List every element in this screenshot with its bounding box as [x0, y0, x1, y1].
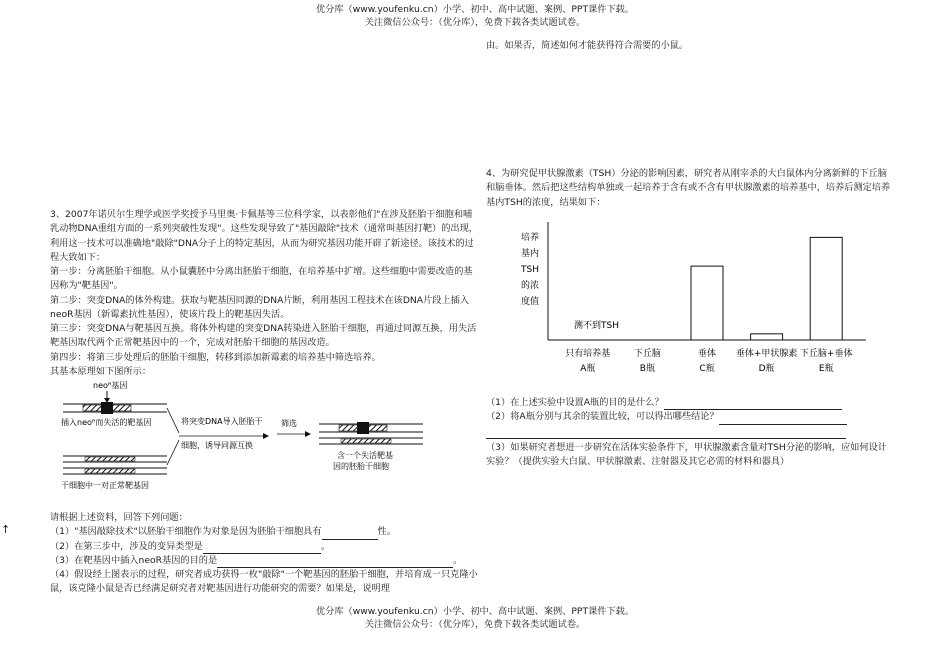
mutant-dna-strand	[63, 402, 167, 414]
q3-principle: 其基本原理如下图所示：	[50, 365, 152, 377]
y-label-part: TSH	[521, 265, 539, 275]
x-bottle-label: E瓶	[818, 364, 834, 374]
page-header	[0, 3, 950, 29]
q4-sub-3: （3）如果研究者想进一步研究在活体实验条件下，甲状腺激素含量对TSH分泌的影响，应如何设计实验？（提供实验大白鼠、甲状腺激素、注射器及其它必需的材料和器具）	[486, 441, 887, 467]
transfer-arrow-head	[263, 433, 269, 439]
q3-sub-1: （1）"基因敲除技术"以胚胎干细胞作为对象是因为胚胎干细胞具有 性。	[50, 525, 478, 539]
q4-subquestions	[486, 396, 896, 469]
q4-intro: 4、为研究促甲状腺激素（TSH）分泌的影响因素，研究者从刚宰杀的大白鼠体内分离新鲜的下丘脑和脑垂体。然后把这些结构单独或一起培养于含有或不含有甲状腺激素的培养基中，培养后测定培养基内TSH的浓度，结果如下：	[486, 168, 891, 208]
y-label-part: 基内	[520, 249, 540, 259]
neo-gene-label: neoᴿ基因	[93, 381, 128, 390]
transfer-text-1: 将突变DNA导入胚胎干	[181, 417, 263, 426]
q3-sub-4: （4）假设经上图表示的过程，研究者成功获得一枚"敲除"一个靶基因的胚胎干细胞，并培育成一只克隆小鼠，该克隆小鼠是否已经满足研究者对靶基因进行功能研究的需要？如果是，说明理	[50, 569, 478, 595]
x-bottle-label: A瓶	[580, 364, 596, 374]
q4-sub-1: （1）在上述实验中设置A瓶的目的是什么？	[486, 396, 896, 410]
answer-blank-2[interactable]	[203, 542, 321, 554]
result-text-1: 含一个失活靶基	[337, 451, 393, 460]
no-tsh-annotation: 测不到TSH	[574, 321, 619, 331]
q4-answer-blank-1[interactable]	[664, 398, 842, 410]
x-category-label: 垂体	[697, 349, 717, 359]
q4-sub-2: （2）将A瓶分别与其余的装置比较，可以得出哪些结论？	[486, 410, 896, 424]
q4-answer-line-2b[interactable]	[486, 425, 846, 439]
y-label-part: 度值	[520, 297, 540, 307]
right-top-continuation	[486, 39, 896, 53]
question-3	[50, 208, 478, 379]
q3-prompt: 请根据上述资料，回答下列问题：	[50, 512, 188, 523]
screen-label: 筛选	[281, 419, 297, 428]
bar-E瓶	[810, 237, 842, 340]
x-bottle-label: C瓶	[699, 364, 715, 374]
neo-gene-block	[101, 402, 113, 414]
result-text-2: 因的胚胎干细胞	[333, 462, 389, 471]
normal-gene-label: 干细胞中一对正常靶基因	[61, 481, 149, 490]
x-category-label: 垂体+甲状腺素	[735, 349, 798, 359]
bar-D瓶	[751, 334, 783, 340]
footer-line-1: 优分库（www.youfenku.cn）小学、初中、高中试题、案例、PPT课件下载。	[315, 606, 635, 617]
y-axis-label	[520, 231, 539, 307]
gene-knockout-diagram	[55, 378, 455, 493]
q3-intro: 3、2007年诺贝尔生理学或医学奖授予马里奥·卡佩基等三位科学家，以表彰他们"在涉及胚胎干细胞和哺乳动物DNA重组方面的一系列突破性发现"。这些发现导致了"基因敲除"技术（通常叫基因打靶）的出现，利用这一技术可以准确地"敲除"DNA分子上的特定基因，从而为研究基因功能开辟了新途径。该技术的过程大致如下：	[50, 209, 478, 263]
x-category-label: 只有培养基	[565, 349, 611, 359]
merge-line-bottom	[167, 440, 179, 465]
q3-step-1: 第一步：分离胚胎干细胞。从小鼠囊胚中分离出胚胎干细胞，在培养基中扩增。这些细胞中需要改造的基因称为"靶基因"。	[50, 266, 473, 292]
transfer-text-2: 细胞，诱导同源互换	[181, 441, 253, 450]
q4-answer-blank-2[interactable]	[719, 413, 847, 425]
answer-blank-1[interactable]	[322, 528, 378, 540]
q3-sub-2: （2）在第三步中，涉及的变异类型是 。	[50, 540, 478, 554]
tsh-chart	[486, 218, 896, 380]
x-bottle-label: D瓶	[758, 364, 775, 374]
q3-subquestions	[50, 511, 478, 597]
question-4	[486, 167, 896, 210]
page-footer	[0, 605, 950, 631]
merge-line-top	[167, 408, 179, 433]
y-label-part: 的浓	[520, 281, 540, 291]
answer-blank-3[interactable]	[217, 556, 453, 568]
q3-continuation-text: 由。如果否，简述如何才能获得符合需要的小鼠。	[486, 40, 689, 51]
x-category-label: 下丘脑+垂体	[799, 349, 853, 359]
q3-step-3: 第三步：突变DNA与靶基因互换。将体外构建的突变DNA转染进入胚胎干细胞，再通过同源互换，用失活靶基因取代两个正常靶基因中的一个，完成对胚胎干细胞的基因改造。	[50, 323, 477, 349]
q3-step-2: 第二步：突变DNA的体外构建。获取与靶基因同源的DNA片断，利用基因工程技术在该DNA片段上插入neoR基因（新霉素抗性基因），使该片段上的靶基因失活。	[50, 294, 470, 320]
inserted-gene-label: 插入neoᴿ而失活的靶基因	[61, 418, 152, 427]
footer-line-2: 关注微信公众号：（优分库），免费下载各类试题试卷。	[364, 619, 586, 630]
screen-arrow-head	[305, 431, 311, 437]
x-bottle-label: B瓶	[639, 364, 655, 374]
x-axis-labels	[565, 347, 852, 374]
header-line-2: 关注微信公众号：（优分库），免费下载各类试题试卷。	[364, 17, 586, 28]
q3-step-4: 第四步：将第三步处理后的胚胎干细胞，转移到添加新霉素的培养基中筛选培养。	[50, 351, 381, 363]
side-arrow-mark: ↑	[1, 523, 11, 536]
bars	[691, 237, 842, 340]
q3-sub-3: （3）在靶基因中插入neoR基因的目的是 。	[50, 554, 478, 568]
bar-C瓶	[691, 266, 723, 340]
normal-gene-pair	[63, 456, 167, 474]
y-label-part: 培养	[520, 233, 540, 243]
header-line-1: 优分库（www.youfenku.cn）小学、初中、高中试题、案例、PPT课件下载。	[315, 4, 635, 15]
x-category-label: 下丘脑	[633, 349, 661, 359]
result-gene-pair	[319, 422, 423, 444]
